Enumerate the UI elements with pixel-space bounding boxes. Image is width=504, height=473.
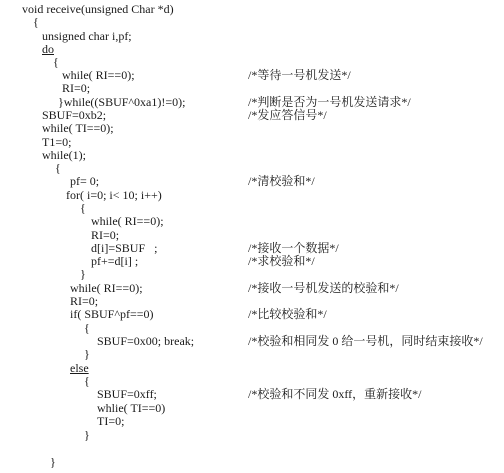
code-text: unsigned char i,pf; — [42, 29, 132, 43]
code-text: pf+=d[i] ; — [91, 254, 139, 268]
code-text: { — [84, 374, 90, 388]
code-text: whlie( TI==0) — [97, 401, 166, 415]
code-text: { — [84, 321, 90, 335]
code-comment: /*判断是否为一号机发送请求*/ — [248, 95, 411, 109]
code-text: void receive(unsigned Char *d) — [22, 2, 174, 16]
code-comment: /*校验和相同发 0 给一号机，同时结束接收*/ — [248, 334, 483, 348]
code-text: d[i]=SBUF ; — [91, 241, 158, 255]
code-text: do — [42, 42, 54, 56]
code-text: RI=0; — [91, 228, 120, 242]
code-text: { — [55, 161, 61, 175]
code-text: SBUF=0x00; break; — [97, 334, 195, 348]
code-text: }while((SBUF^0xa1)!=0); — [58, 95, 186, 109]
code-comment: /*等待一号机发送*/ — [248, 68, 351, 82]
code-comment: /*发应答信号*/ — [248, 108, 327, 122]
code-text: } — [84, 428, 90, 442]
code-text: { — [53, 55, 59, 69]
code-text: SBUF=0xff; — [97, 387, 157, 401]
code-comment: /*接收一号机发送的校验和*/ — [248, 281, 399, 295]
code-text: RI=0; — [62, 81, 91, 95]
code-comment: /*比较校验和*/ — [248, 307, 327, 321]
code-text: while( RI==0); — [62, 68, 135, 82]
code-comment: /*接收一个数据*/ — [248, 241, 339, 255]
code-text: RI=0; — [70, 294, 99, 308]
code-text: SBUF=0xb2; — [42, 108, 107, 122]
code-text: } — [50, 455, 56, 469]
code-text: while(1); — [42, 148, 86, 162]
code-text: } — [80, 267, 86, 281]
code-text: { — [80, 201, 86, 215]
code-comment: /*校验和不同发 0xff，重新接收*/ — [248, 387, 422, 401]
code-text: while( RI==0); — [91, 214, 164, 228]
code-text: while( TI==0); — [42, 121, 114, 135]
code-text: } — [84, 347, 90, 361]
code-comment: /*清校验和*/ — [248, 174, 315, 188]
code-text: if( SBUF^pf==0) — [70, 307, 154, 321]
code-text: pf= 0; — [70, 174, 100, 188]
code-text: else — [70, 361, 89, 375]
code-text: for( i=0; i< 10; i++) — [66, 188, 162, 202]
code-text: { — [33, 15, 39, 29]
code-comment: /*求校验和*/ — [248, 254, 315, 268]
code-text: while( RI==0); — [70, 281, 143, 295]
code-text: T1=0; — [42, 135, 72, 149]
code-text: TI=0; — [97, 414, 125, 428]
